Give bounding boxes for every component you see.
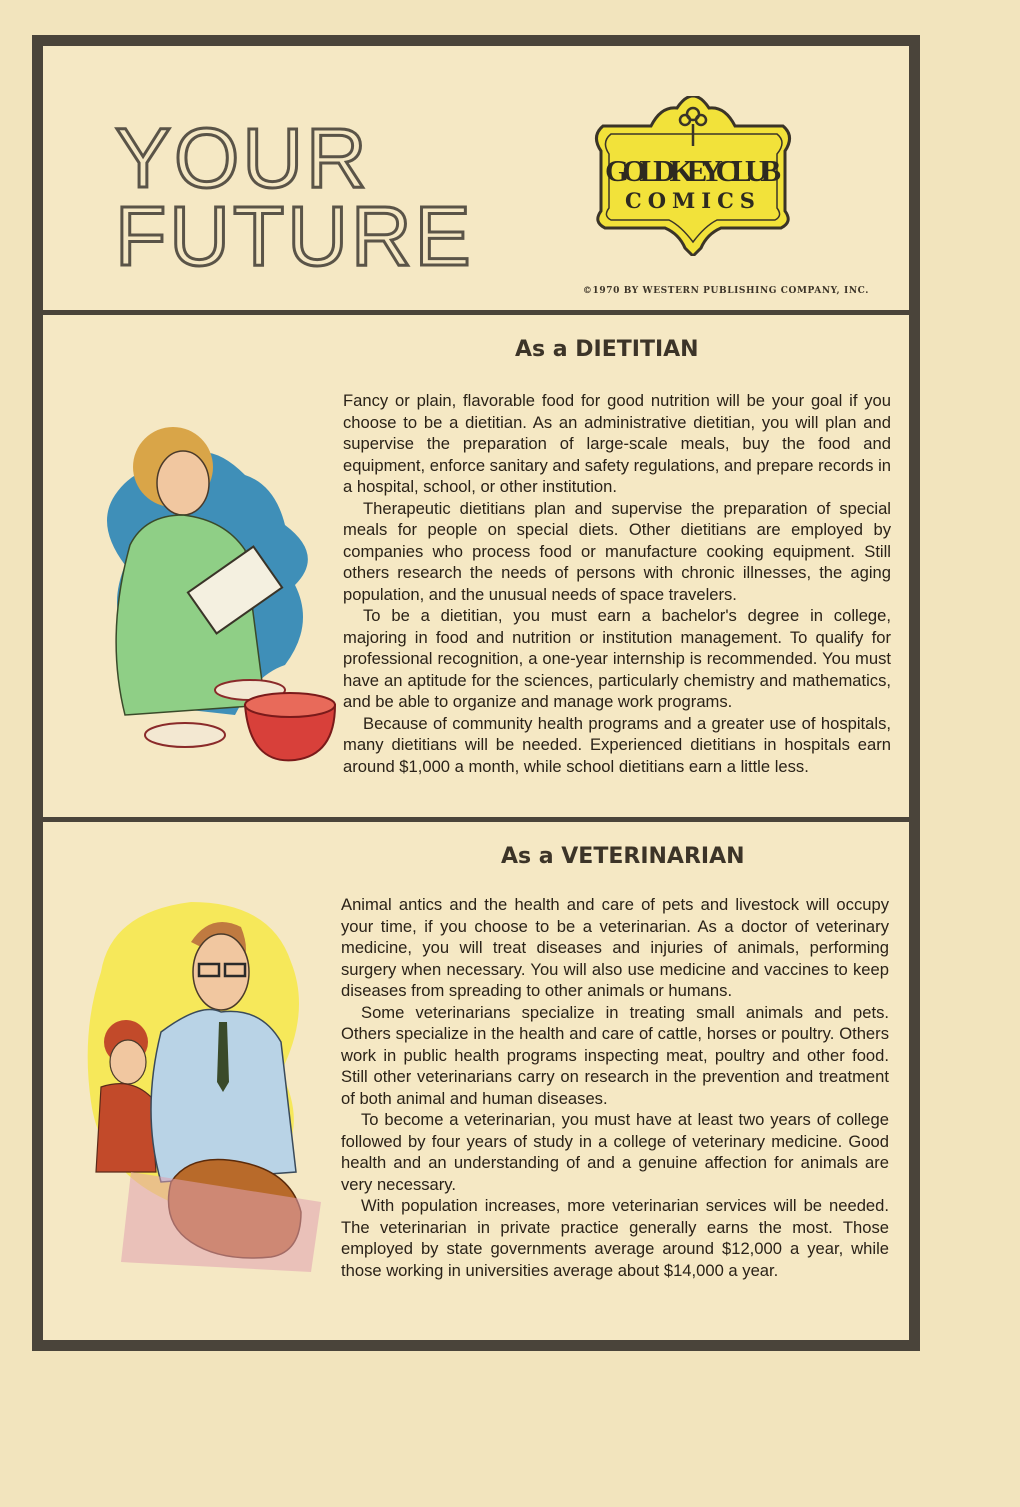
section-heading: As a VETERINARIAN bbox=[501, 844, 745, 869]
paragraph: Because of community health programs and a greater use of hospitals, many dietitians will be needed. Experienced dietitians in hospitals earn around $1,000 a month, while school dietitians earn a little less. bbox=[343, 713, 891, 776]
paragraph: Fancy or plain, flavorable food for good nutrition will be your goal if you choose to be a dietitian. As an administrative dietitian, you will plan and supervise the preparation of large-scale meals, buy the food and equipment, enforce sanitary and safety regulations, and prepare records in a hospital, school, or other institution. bbox=[343, 391, 891, 496]
paragraph: Animal antics and the health and care of pets and livestock will occupy your time, if you choose to be a veterinarian. As a doctor of veterinary medicine, you will treat diseases and injuries of animals, performing surgery when necessary. You will also use medicine and vaccines to keep diseases from spreading to other animals or humans. bbox=[341, 895, 889, 1000]
logo-line-1: GOLD KEY CLUB bbox=[605, 153, 781, 188]
dietitian-illustration bbox=[85, 375, 345, 775]
paragraph: With population increases, more veterinarian services will be needed. The veterinarian in private practice generally earns the most. Those employed by state governments average around $12,000 a year, while those working in universities average about $14,000 a year. bbox=[341, 1196, 889, 1280]
veterinarian-body bbox=[341, 894, 889, 1281]
dietitian-section bbox=[43, 315, 909, 817]
paragraph: Therapeutic dietitians plan and supervise the preparation of special meals for people on special diets. Other dietitians are employed by companies who process food or manufacture cooking equipment. Still others research the needs of persons with chronic illnesses, the aging population, and the unusual needs of space travelers. bbox=[343, 498, 891, 604]
section-heading: As a DIETITIAN bbox=[515, 337, 699, 362]
veterinarian-section bbox=[43, 822, 909, 1322]
title-line-2: FUTURE bbox=[115, 189, 474, 283]
veterinarian-illustration bbox=[71, 872, 341, 1277]
dietitian-body bbox=[343, 390, 891, 777]
page-frame bbox=[32, 35, 920, 1351]
paragraph: To become a veterinarian, you must have at least two years of college followed by four years of study in a college of veterinary medicine. Good health and an understanding of and a genuine affection for animals are very necessary. bbox=[341, 1110, 889, 1194]
title-line-1: YOUR bbox=[115, 111, 370, 205]
header bbox=[43, 46, 909, 316]
logo-line-2: COMICS bbox=[625, 188, 761, 213]
paragraph: To be a dietitian, you must earn a bachelor's degree in college, majoring in food and nutrition or institution management. To qualify for professional recognition, a one-year internship is recommended. You must have an aptitude for the sciences, particularly chemistry and mathematics, and be able to organize and manage work programs. bbox=[343, 606, 891, 711]
gold-key-club-logo bbox=[581, 96, 805, 256]
paragraph: Some veterinarians specialize in treating small animals and pets. Others specialize in the health and care of cattle, horses or poultry. Others work in public health programs inspecting meat, poultry and other food. Still other veterinarians carry on research in the prevention and treatment of both animal and human diseases. bbox=[341, 1002, 889, 1108]
copyright: ©1970 BY WESTERN PUBLISHING COMPANY, INC. bbox=[582, 286, 869, 296]
